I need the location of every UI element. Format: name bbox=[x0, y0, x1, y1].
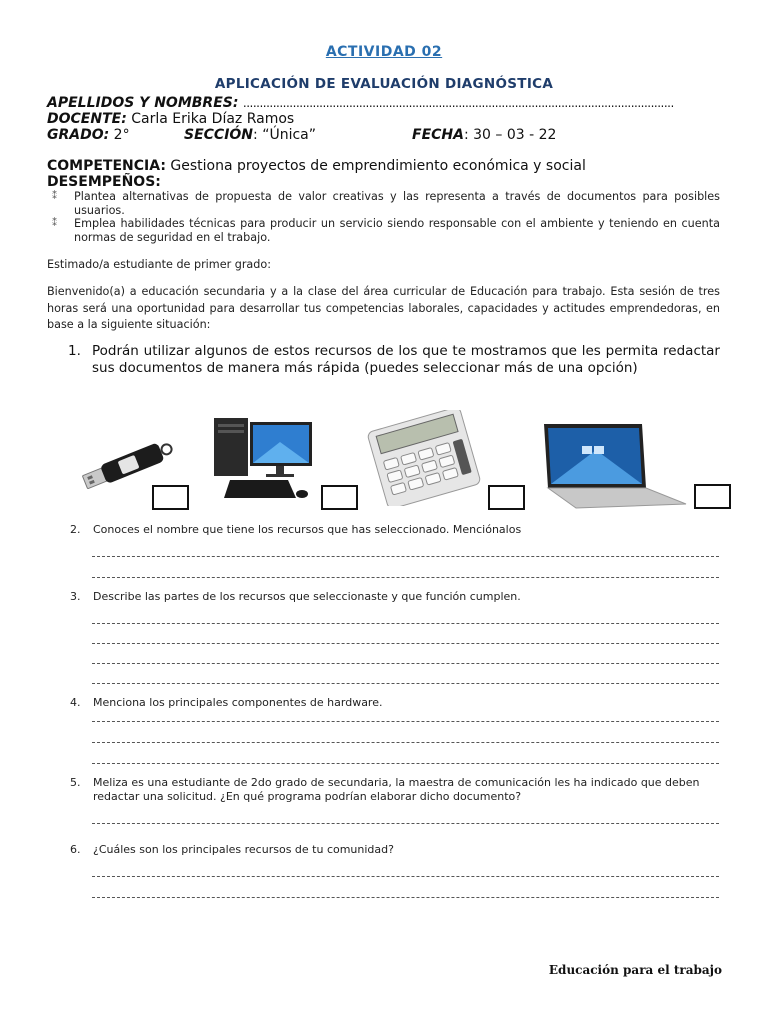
answer-line[interactable] bbox=[92, 742, 719, 743]
question-number: 4. bbox=[70, 696, 81, 709]
bullet-icon: ⁑ bbox=[52, 218, 57, 229]
option-checkbox-usb[interactable] bbox=[152, 485, 189, 510]
competencia-label: COMPETENCIA: bbox=[47, 158, 166, 174]
competencia-value: Gestiona proyectos de emprendimiento económica y social bbox=[165, 158, 586, 174]
desempeno-text: Plantea alternativas de propuesta de valor creativas y las representa a través de documentos para posibles usuarios. bbox=[74, 190, 720, 217]
question-3 bbox=[70, 590, 720, 604]
names-blank[interactable]: .................................................................................................................................. bbox=[242, 96, 674, 110]
section-value: : “Única” bbox=[253, 127, 316, 143]
grade-label: GRADO: bbox=[47, 127, 110, 143]
answer-line[interactable] bbox=[92, 556, 719, 557]
answer-line[interactable] bbox=[92, 577, 719, 578]
question-number: 2. bbox=[70, 523, 81, 536]
section-row bbox=[184, 127, 316, 144]
page-subtitle: APLICACIÓN DE EVALUACIÓN DIAGNÓSTICA bbox=[214, 76, 554, 92]
date-row bbox=[412, 127, 556, 144]
question-1 bbox=[68, 343, 720, 377]
desktop-computer-image bbox=[210, 414, 320, 506]
names-label: APELLIDOS Y NOMBRES: bbox=[47, 95, 239, 111]
question-number: 5. bbox=[70, 776, 81, 789]
desempenos-label: DESEMPEÑOS: bbox=[47, 174, 161, 190]
answer-line[interactable] bbox=[92, 663, 719, 664]
question-number: 1. bbox=[68, 343, 81, 359]
competencia-row bbox=[47, 158, 586, 175]
calculator-image bbox=[362, 410, 486, 506]
question-text: Describe las partes de los recursos que seleccionaste y que función cumplen. bbox=[93, 590, 521, 603]
teacher-value: Carla Erika Díaz Ramos bbox=[126, 111, 295, 127]
bullet-icon: ⁑ bbox=[52, 191, 57, 202]
answer-line[interactable] bbox=[92, 721, 719, 722]
intro-paragraph: Bienvenido(a) a educación secundaria y a la clase del área curricular de Educación para trabajo. Esta sesión de tres horas será una oportunidad para desarrollar tus competencias laborales, capacidades y actitudes emprendedoras, en base a la siguiente situación: bbox=[47, 285, 720, 331]
option-checkbox-desktop[interactable] bbox=[321, 485, 358, 510]
option-checkbox-calculator[interactable] bbox=[488, 485, 525, 510]
answer-line[interactable] bbox=[92, 763, 719, 764]
question-number: 6. bbox=[70, 843, 81, 856]
desempeno-item bbox=[52, 217, 720, 245]
activity-title: ACTIVIDAD 02 bbox=[325, 44, 443, 60]
question-number: 3. bbox=[70, 590, 81, 603]
desempeno-text: Emplea habilidades técnicas para producir un servicio siendo responsable con el ambiente y teniendo en cuenta normas de seguridad en el trabajo. bbox=[74, 217, 720, 244]
question-text: Meliza es una estudiante de 2do grado de secundaria, la maestra de comunicación les ha indicado que deben redactar una solicitud. ¿En qué programa podrían elaborar dicho documento? bbox=[93, 776, 700, 803]
question-5 bbox=[70, 776, 720, 804]
answer-line[interactable] bbox=[92, 643, 719, 644]
grade-row bbox=[47, 127, 130, 144]
greeting: Estimado/a estudiante de primer grado: bbox=[47, 258, 272, 271]
laptop-image bbox=[536, 420, 688, 512]
answer-line[interactable] bbox=[92, 823, 719, 824]
date-label: FECHA bbox=[412, 127, 464, 143]
question-4 bbox=[70, 696, 720, 710]
answer-line[interactable] bbox=[92, 897, 719, 898]
question-text: Conoces el nombre que tiene los recursos que has seleccionado. Menciónalos bbox=[93, 523, 522, 536]
answer-line[interactable] bbox=[92, 683, 719, 684]
answer-line[interactable] bbox=[92, 876, 719, 877]
grade-value: 2° bbox=[109, 127, 130, 143]
answer-line[interactable] bbox=[92, 623, 719, 624]
teacher-label: DOCENTE: bbox=[47, 111, 127, 127]
footer-text: Educación para el trabajo bbox=[548, 963, 722, 977]
question-text: Podrán utilizar algunos de estos recursos de los que te mostramos que les permita redactar sus documentos de manera más rápida (puedes seleccionar más de una opción) bbox=[92, 343, 720, 376]
question-text: Menciona los principales componentes de hardware. bbox=[93, 696, 383, 709]
question-text: ¿Cuáles son los principales recursos de tu comunidad? bbox=[93, 843, 394, 856]
teacher-row bbox=[47, 111, 294, 128]
names-row bbox=[47, 95, 674, 112]
desempeno-item bbox=[52, 190, 720, 218]
option-checkbox-laptop[interactable] bbox=[694, 484, 731, 509]
date-value: : 30 – 03 - 22 bbox=[463, 127, 557, 143]
section-label: SECCIÓN bbox=[184, 127, 254, 143]
question-2 bbox=[70, 523, 720, 537]
question-6 bbox=[70, 843, 720, 857]
